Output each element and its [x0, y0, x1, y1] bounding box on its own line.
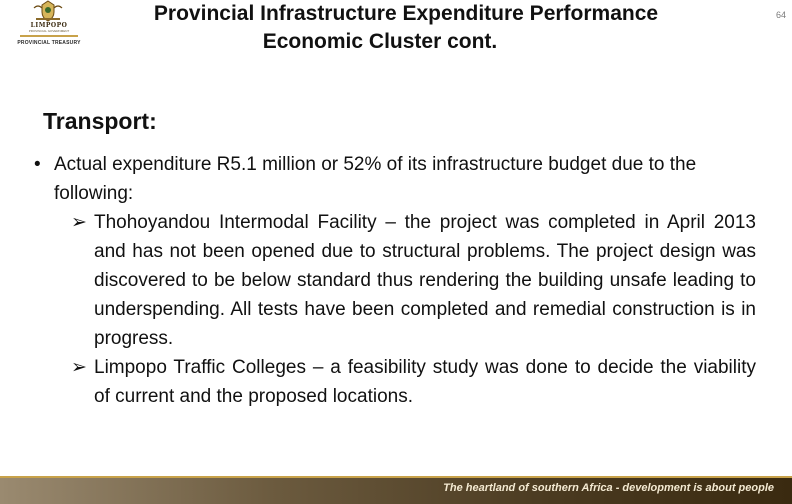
sub-bullet-text: Thohoyandou Intermodal Facility – the project was completed in April 2013 and has not been opened due to structural problems. The project design was discovered to be below standard thus rendering the building unsafe leading to underspending. All tests have been completed and remedial construction is in progress.	[94, 212, 756, 349]
page-number: 64	[775, 10, 786, 20]
slide-body	[34, 150, 756, 411]
bullet-text: Actual expenditure R5.1 million or 52% of its infrastructure budget due to the following:	[54, 154, 697, 204]
logo-brand: LIMPOPO	[30, 22, 68, 29]
arrow-bullet-icon: ➢	[71, 357, 87, 378]
footer-band	[0, 476, 792, 504]
logo-tagline: PROVINCIAL GOVERNMENT	[28, 29, 70, 33]
logo-department: PROVINCIAL TREASURY	[17, 40, 81, 46]
footer-slogan: The heartland of southern Africa - development is about people	[443, 482, 774, 494]
title-line-1: Provincial Infrastructure Expenditure Performance	[153, 2, 659, 25]
sub-bullet-item	[34, 208, 756, 353]
footer-accent-line	[0, 476, 792, 478]
sub-bullet-text: Limpopo Traffic Colleges – a feasibility study was done to decide the viability of current and the proposed locations.	[94, 357, 756, 407]
arrow-bullet-icon: ➢	[71, 212, 87, 233]
bullet-item	[34, 150, 756, 208]
slide-title	[100, 0, 790, 56]
sub-bullet-item	[34, 353, 756, 411]
bullet-dot-icon: •	[34, 154, 41, 175]
section-heading: Transport:	[43, 108, 157, 134]
title-line-2: Economic Cluster cont.	[262, 30, 498, 53]
